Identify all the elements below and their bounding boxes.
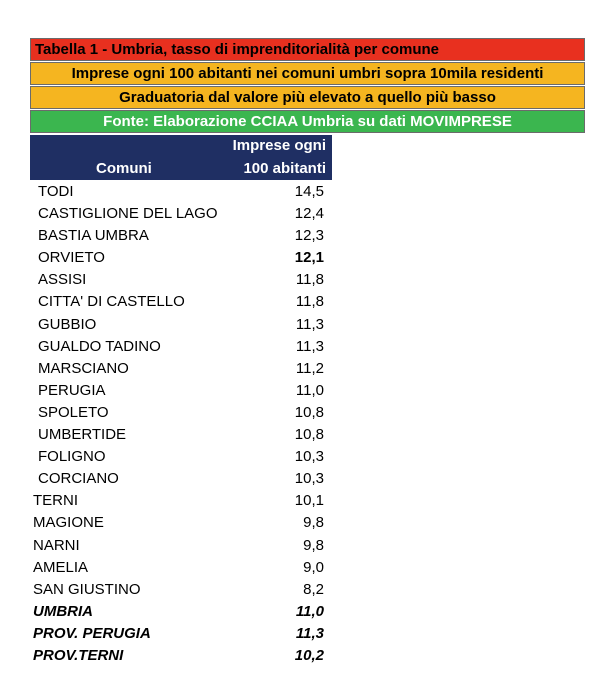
- row-value: 11,8: [295, 293, 324, 311]
- row-name: MARSCIANO: [38, 359, 129, 377]
- table-row: [30, 247, 332, 269]
- table-row: [30, 358, 332, 380]
- table-row: [30, 512, 332, 534]
- row-value: 10,3: [294, 448, 324, 466]
- total-name: UMBRIA: [33, 602, 93, 620]
- table-row: [30, 557, 332, 579]
- table-row: [30, 291, 332, 313]
- row-name: CITTA' DI CASTELLO: [38, 293, 185, 311]
- table-row: [30, 314, 332, 336]
- row-name: PERUGIA: [38, 381, 106, 399]
- row-name: TODI: [38, 183, 74, 200]
- row-value: 11,2: [295, 359, 324, 377]
- row-name: TERNI: [33, 492, 78, 510]
- row-value: 11,3: [295, 315, 324, 333]
- row-value: 12,1: [294, 249, 324, 267]
- total-name: PROV.TERNI: [33, 646, 124, 664]
- row-name: SAN GIUSTINO: [33, 580, 141, 598]
- header-value-line1: Imprese ogni: [232, 137, 326, 154]
- table-row: [30, 225, 332, 247]
- row-value: 8,2: [303, 580, 324, 598]
- table-header: [30, 135, 332, 180]
- row-value: 10,1: [294, 492, 324, 510]
- row-value: 11,8: [295, 271, 324, 289]
- table-row: [30, 424, 332, 446]
- table-row: [30, 203, 332, 225]
- header-comuni: Comuni: [96, 160, 152, 177]
- row-value: 10,8: [294, 426, 324, 444]
- source-banner: Fonte: Elaborazione CCIAA Umbria su dati MOVIMPRESE: [30, 110, 585, 133]
- table-row: [30, 181, 332, 203]
- row-name: SPOLETO: [38, 403, 109, 421]
- row-name: UMBERTIDE: [38, 426, 127, 444]
- row-value: 9,8: [303, 514, 324, 532]
- table-title-banner: Tabella 1 - Umbria, tasso di imprenditorialità per comune: [30, 38, 585, 61]
- table-body: [30, 181, 332, 667]
- table-row: [30, 535, 332, 557]
- total-value: 11,0: [295, 602, 324, 620]
- row-name: ASSISI: [38, 271, 87, 289]
- row-name: CASTIGLIONE DEL LAGO: [38, 205, 218, 223]
- row-name: ORVIETO: [38, 249, 105, 267]
- row-name: GUBBIO: [38, 315, 97, 333]
- row-name: GUALDO TADINO: [38, 337, 161, 355]
- table-row: [30, 579, 332, 601]
- row-value: 11,3: [295, 337, 324, 355]
- total-value: 11,3: [295, 624, 324, 642]
- row-name: CORCIANO: [38, 470, 119, 488]
- table-row: [30, 446, 332, 468]
- table-row: [30, 336, 332, 358]
- total-row: [30, 645, 332, 667]
- total-row: [30, 623, 332, 645]
- table-row: [30, 402, 332, 424]
- total-name: PROV. PERUGIA: [33, 624, 151, 642]
- row-name: FOLIGNO: [38, 448, 106, 466]
- row-name: BASTIA UMBRA: [38, 227, 149, 245]
- row-value: 10,3: [294, 470, 324, 488]
- row-value: 9,0: [303, 558, 324, 576]
- subtitle-banner: Imprese ogni 100 abitanti nei comuni umbri sopra 10mila residenti: [30, 62, 585, 85]
- row-value: 9,8: [303, 536, 324, 554]
- row-name: MAGIONE: [33, 514, 104, 532]
- total-value: 10,2: [294, 646, 324, 664]
- table-row: [30, 490, 332, 512]
- row-name: NARNI: [33, 536, 80, 554]
- row-value: 14,5: [294, 183, 324, 200]
- row-name: AMELIA: [33, 558, 89, 576]
- total-row: [30, 601, 332, 623]
- header-value-line2: 100 abitanti: [243, 160, 326, 177]
- table-row: [30, 468, 332, 490]
- row-value: 10,8: [294, 403, 324, 421]
- row-value: 12,4: [294, 205, 324, 223]
- table-row: [30, 269, 332, 291]
- ordering-banner: Graduatoria dal valore più elevato a quello più basso: [30, 86, 585, 109]
- row-value: 12,3: [294, 227, 324, 245]
- table-row: [30, 380, 332, 402]
- row-value: 11,0: [295, 381, 324, 399]
